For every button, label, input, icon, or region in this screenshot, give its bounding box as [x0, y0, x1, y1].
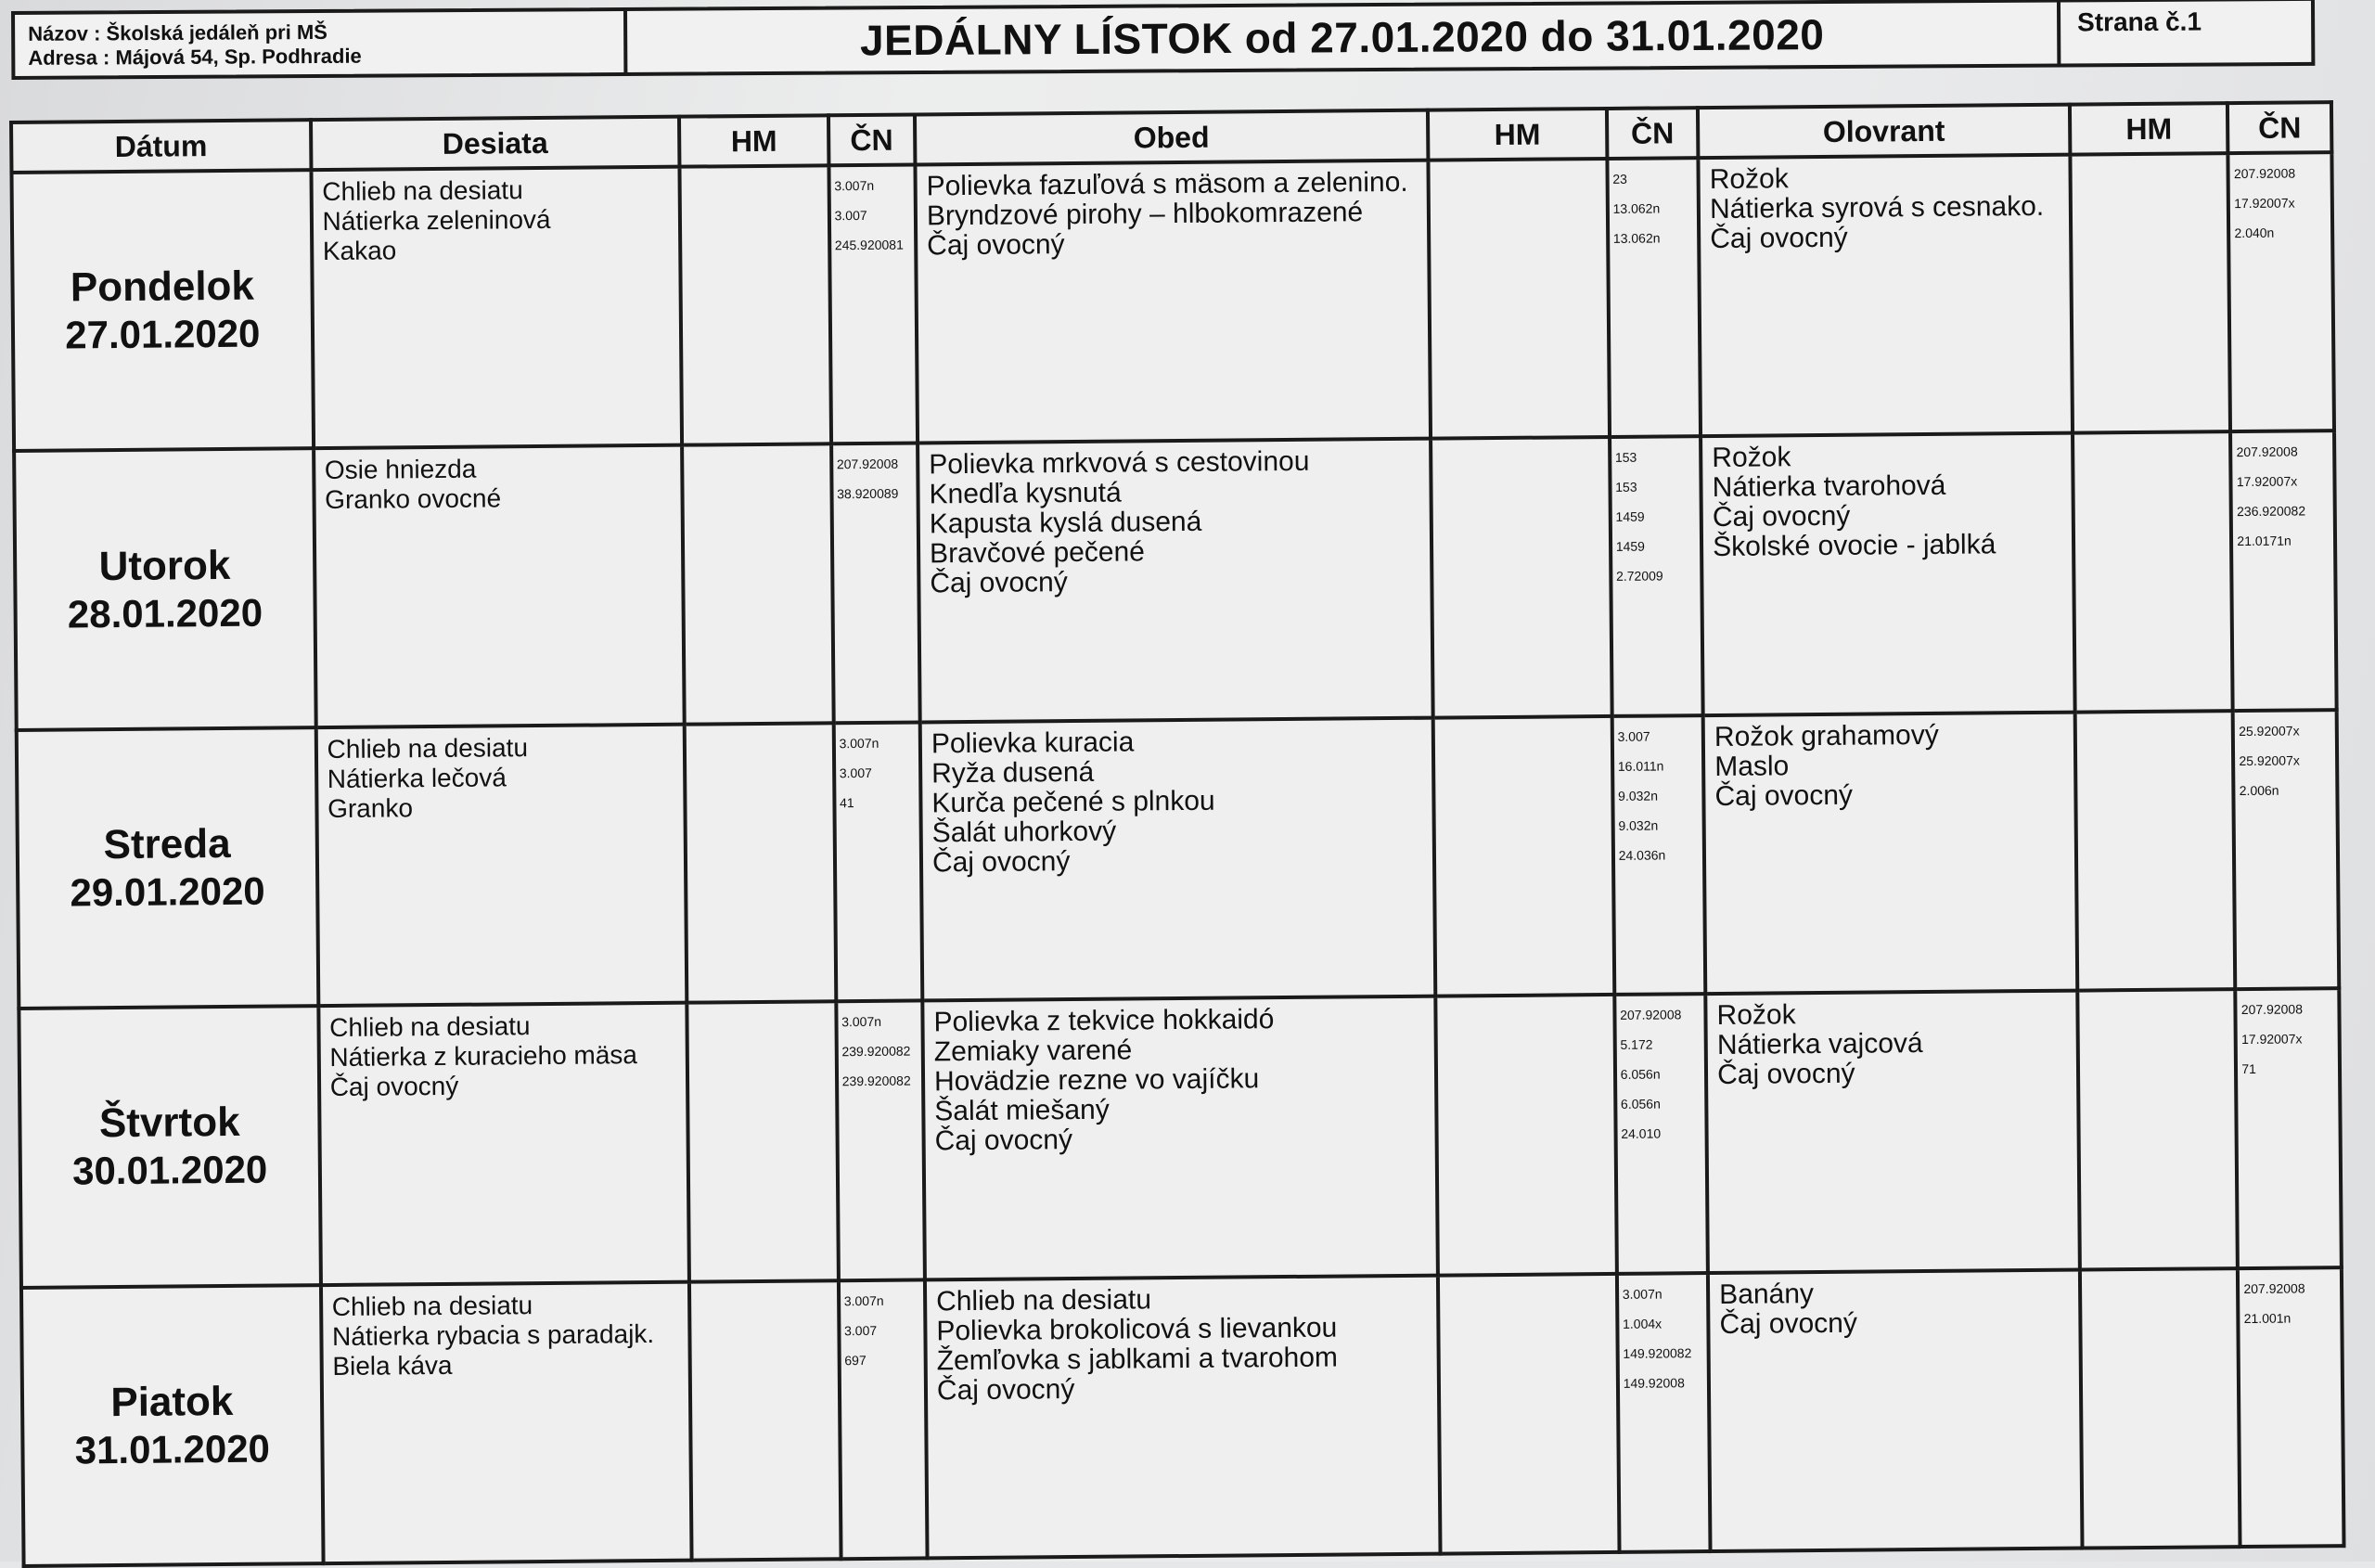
day-name: Streda [103, 820, 231, 868]
cn-value: 3.007 [843, 1322, 878, 1338]
menu-item: Nátierka vajcová [1716, 1028, 1923, 1061]
cn-value: 24.010 [1621, 1125, 1662, 1142]
day-date: 31.01.2020 [74, 1426, 271, 1472]
menu-item: Chlieb na desiatu [327, 732, 529, 764]
cn-cell [1611, 715, 1705, 995]
cn-value: 3.007n [843, 1292, 884, 1308]
menu-item: Granko [327, 793, 414, 823]
menu-item: Polievka fazuľová s mäsom a zelenino. [926, 166, 1408, 202]
cn-value: 41 [840, 794, 854, 810]
menu-item: Čaj ovocný [931, 845, 1071, 879]
table-row [17, 710, 2340, 1009]
menu-item: Banány [1719, 1278, 1815, 1310]
obed-cell [918, 439, 1433, 722]
menu-item: Osie hniezda [324, 455, 477, 485]
olovrant-cell [1703, 712, 2077, 994]
cn-value: 1459 [1615, 509, 1645, 525]
hm-cell [680, 165, 831, 445]
menu-item: Polievka z tekvice hokkaidó [933, 1004, 1275, 1038]
day-name: Piatok [110, 1378, 234, 1425]
document-title: JEDÁLNY LÍSTOK od 27.01.2020 do 31.01.2020 [859, 10, 1825, 65]
col-header-desiata: Desiata [311, 117, 680, 170]
day-date: 29.01.2020 [70, 868, 265, 915]
obed-cell [922, 996, 1438, 1279]
col-header-cn: ČN [1607, 108, 1699, 159]
cn-value: 207.92008 [1620, 1007, 1682, 1023]
cn-cell [831, 443, 920, 723]
obed-cell [920, 717, 1436, 1000]
cn-cell [2230, 431, 2336, 711]
cn-value: 38.920089 [837, 486, 899, 502]
menu-item: Granko ovocné [325, 483, 502, 515]
menu-item: Chlieb na desiatu [329, 1011, 531, 1043]
cn-value: 1.004x [1623, 1316, 1662, 1331]
cn-value: 239.920082 [841, 1073, 911, 1089]
cn-value: 17.92007x [2240, 1031, 2303, 1047]
cn-cell [2228, 152, 2334, 431]
cn-cell [2236, 988, 2342, 1267]
canteen-info [15, 11, 627, 76]
menu-item: Žemľovka s jablkami a tvarohom [936, 1342, 1339, 1376]
hm-cell [1428, 159, 1609, 439]
menu-item: Čaj ovocný [1714, 779, 1854, 812]
cn-value: 153 [1614, 450, 1637, 466]
cn-cell [833, 722, 922, 1001]
hm-cell [2070, 153, 2230, 433]
col-header-obed: Obed [915, 110, 1428, 165]
menu-item: Čaj ovocný [927, 229, 1065, 262]
cn-value: 3.007 [839, 765, 872, 780]
day-name: Štvrtok [98, 1099, 240, 1147]
cn-value: 207.92008 [2240, 1001, 2304, 1018]
table-row [21, 1267, 2344, 1566]
menu-item: Nátierka lečová [327, 763, 507, 793]
cn-value: 17.92007x [2234, 195, 2295, 212]
menu-item: Kurča pečené s plnkou [931, 785, 1215, 819]
menu-item: Chlieb na desiatu [322, 175, 523, 207]
hm-cell [685, 723, 836, 1003]
cn-value: 3.007n [834, 177, 875, 194]
menu-item: Nátierka zeleninová [322, 204, 551, 237]
hm-cell [2077, 989, 2238, 1269]
cn-value: 2.006n [2239, 782, 2279, 798]
cn-value: 21.0171n [2237, 533, 2292, 549]
menu-item: Čaj ovocný [936, 1373, 1075, 1406]
menu-table [9, 100, 2346, 1568]
day-name: Pondelok [70, 263, 255, 311]
cn-value: 236.920082 [2237, 503, 2306, 520]
menu-item: Rožok [1712, 442, 1791, 474]
cn-value: 3.007n [839, 735, 879, 752]
col-header-cn: ČN [2227, 102, 2331, 153]
date-cell [21, 1285, 323, 1566]
day-name: Utorok [98, 542, 231, 589]
hm-cell [2073, 432, 2233, 713]
menu-item: Polievka kuracia [931, 726, 1135, 760]
cn-value: 697 [844, 1352, 867, 1368]
canteen-address: Adresa : Májová 54, Sp. Podhradie [28, 44, 362, 70]
col-header-datum: Dátum [11, 120, 311, 173]
day-date: 27.01.2020 [65, 311, 261, 357]
cn-value: 71 [2241, 1061, 2256, 1077]
canteen-name: Názov : Školská jedáleň pri MŠ [28, 19, 328, 45]
day-date: 30.01.2020 [71, 1147, 268, 1193]
col-header-hm: HM [679, 115, 828, 166]
menu-item: Nátierka z kuracieho mäsa [329, 1040, 638, 1073]
cn-value: 17.92007x [2236, 473, 2298, 490]
menu-table-wrap [9, 100, 2346, 1568]
cn-value: 6.056n [1620, 1096, 1661, 1112]
menu-item: Knedľa kysnutá [929, 477, 1122, 510]
cn-value: 3.007n [841, 1014, 882, 1030]
olovrant-cell [1699, 155, 2073, 437]
menu-item: Nátierka rybacia s paradajk. [331, 1318, 655, 1351]
document-header [11, 0, 2315, 80]
cn-value: 13.062n [1612, 200, 1661, 216]
cn-cell [1617, 1273, 1711, 1552]
cn-cell [1614, 994, 1708, 1273]
cn-value: 207.92008 [836, 456, 899, 472]
cn-value: 9.032n [1618, 817, 1659, 833]
menu-item: Rožok grahamový [1714, 719, 1939, 752]
menu-item: Chlieb na desiatu [935, 1283, 1152, 1317]
menu-item: Čaj ovocný [934, 1125, 1073, 1157]
menu-item: Biela káva [332, 1350, 453, 1381]
hm-cell [1438, 1273, 1619, 1553]
menu-item: Školské ovocie - jablká [1713, 529, 1996, 563]
cn-value: 3.007 [834, 207, 867, 224]
cn-cell [1610, 436, 1703, 715]
menu-item: Chlieb na desiatu [331, 1290, 533, 1321]
desiata-cell [311, 167, 682, 449]
cn-cell [2238, 1267, 2343, 1547]
cn-value: 207.92008 [2236, 443, 2298, 460]
cn-cell [828, 164, 918, 443]
menu-item: Polievka mrkvová s cestovinou [929, 446, 1310, 481]
day-date: 28.01.2020 [67, 590, 263, 636]
cn-value: 9.032n [1618, 788, 1659, 803]
menu-item: Čaj ovocný [930, 567, 1068, 599]
desiata-cell [318, 1003, 689, 1285]
cn-value: 149.92008 [1623, 1374, 1685, 1391]
menu-item: Čaj ovocný [1712, 501, 1851, 533]
cn-value: 153 [1615, 480, 1637, 495]
menu-item: Čaj ovocný [1717, 1058, 1855, 1091]
menu-item: Nátierka tvarohová [1712, 470, 1946, 504]
hm-cell [2080, 1268, 2240, 1549]
table-row [11, 152, 2334, 451]
col-header-cn: ČN [828, 114, 916, 165]
table-row [19, 988, 2342, 1287]
desiata-cell [315, 724, 687, 1006]
desiata-cell [321, 1281, 692, 1563]
menu-item: Rožok [1709, 163, 1789, 196]
menu-item: Ryža dusená [931, 756, 1095, 790]
menu-item: Zemiaky varené [933, 1035, 1133, 1068]
page-number-box [2060, 1, 2311, 64]
cn-value: 16.011n [1617, 758, 1664, 774]
cn-value: 239.920082 [841, 1043, 911, 1060]
cn-value: 23 [1612, 171, 1627, 186]
olovrant-cell [1705, 991, 2079, 1273]
cn-value: 1459 [1615, 539, 1646, 555]
page-number: Strana č.1 [2077, 6, 2202, 37]
cn-cell [836, 1001, 925, 1280]
cn-value: 25.92007x [2239, 723, 2300, 739]
olovrant-cell [1701, 433, 2074, 715]
cn-cell [2233, 710, 2339, 989]
cn-value: 207.92008 [2243, 1280, 2305, 1296]
hm-cell [687, 1001, 839, 1281]
menu-item: Kapusta kyslá dusená [929, 507, 1202, 540]
col-header-olovrant: Olovrant [1698, 105, 2070, 158]
cn-cell [839, 1279, 928, 1559]
menu-item: Kakao [322, 236, 397, 266]
cn-value: 3.007 [1617, 728, 1650, 744]
cn-cell [1607, 158, 1701, 437]
menu-item: Bravčové pečené [929, 536, 1146, 570]
menu-item: Rožok [1716, 999, 1796, 1032]
cn-value: 21.001n [2243, 1310, 2292, 1326]
menu-item: Polievka brokolicová s lievankou [936, 1312, 1338, 1346]
date-cell [17, 727, 318, 1009]
cn-value: 5.172 [1620, 1036, 1653, 1053]
hm-cell [682, 444, 833, 725]
hm-cell [1433, 716, 1614, 996]
date-cell [19, 1006, 320, 1287]
col-header-hm: HM [1428, 109, 1607, 161]
olovrant-cell [1708, 1269, 2082, 1551]
col-header-hm: HM [2070, 103, 2228, 154]
menu-item: Hovädzie rezne vo vajíčku [933, 1063, 1260, 1098]
hm-cell [1431, 437, 1611, 717]
cn-value: 2.72009 [1615, 568, 1663, 585]
cn-value: 2.040n [2234, 225, 2275, 241]
date-cell [11, 170, 313, 451]
cn-value: 25.92007x [2239, 752, 2300, 768]
menu-item: Čaj ovocný [1719, 1307, 1858, 1340]
cn-value: 13.062n [1612, 230, 1661, 246]
obed-cell [925, 1275, 1441, 1558]
menu-item: Bryndzové pirohy – hlbokomrazené [926, 197, 1364, 232]
hm-cell [1435, 995, 1616, 1275]
cn-value: 149.920082 [1623, 1344, 1692, 1361]
cn-value: 245.920081 [834, 237, 904, 253]
menu-table-body [11, 152, 2343, 1566]
cn-value: 6.056n [1620, 1066, 1661, 1083]
cn-value: 3.007n [1622, 1286, 1662, 1302]
hm-cell [2075, 711, 2236, 991]
menu-item: Šalát uhorkový [931, 816, 1117, 849]
desiata-cell [314, 445, 685, 727]
table-row [14, 431, 2337, 730]
menu-item: Nátierka syrová s cesnako. [1709, 190, 2045, 225]
hm-cell [689, 1280, 841, 1561]
cn-value: 207.92008 [2233, 165, 2296, 182]
date-cell [14, 449, 315, 730]
cn-value: 24.036n [1618, 847, 1666, 863]
menu-item: Čaj ovocný [1710, 222, 1848, 255]
menu-item: Maslo [1714, 751, 1790, 782]
menu-item: Čaj ovocný [329, 1071, 459, 1102]
obed-cell [915, 161, 1431, 443]
menu-item: Šalát miešaný [934, 1094, 1110, 1127]
document-title-box [627, 3, 2060, 72]
